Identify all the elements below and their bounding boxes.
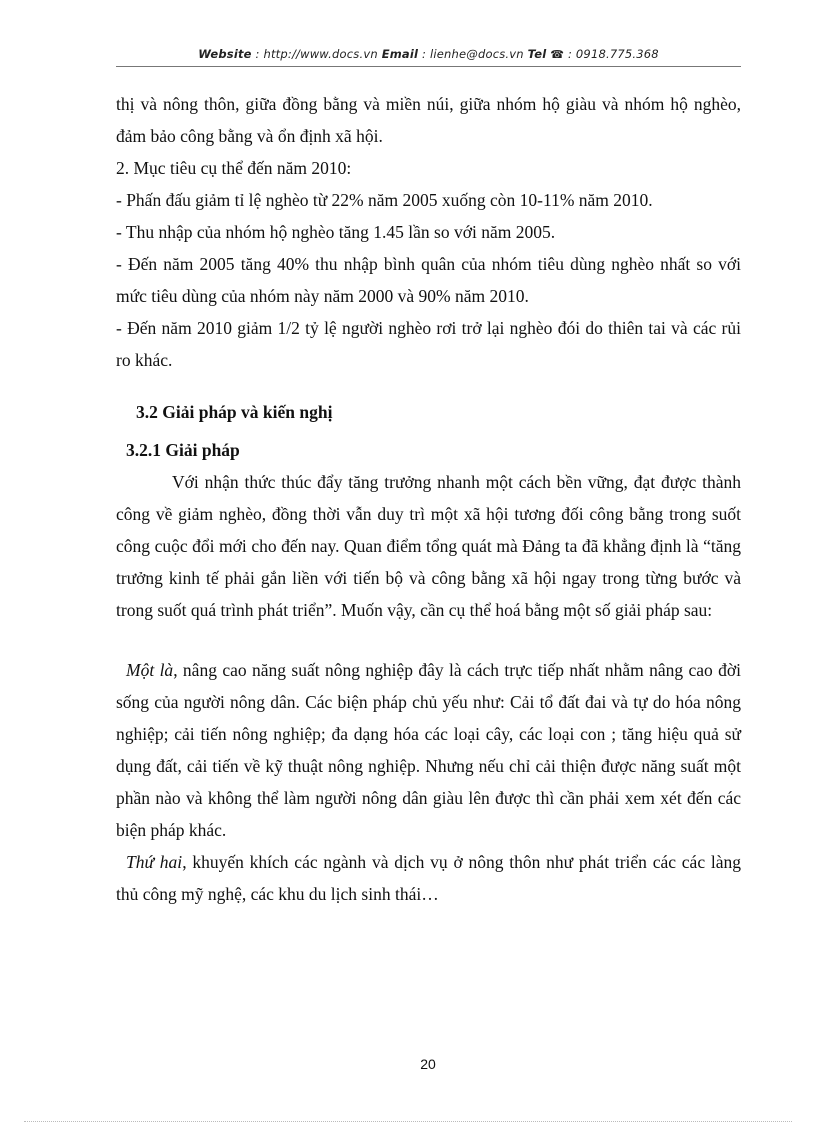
header-divider bbox=[116, 66, 741, 67]
paragraph: thị và nông thôn, giữa đồng bằng và miền núi, giữa nhóm hộ giàu và nhóm hộ nghèo, đảm bảo công bằng và ổn định xã hội. bbox=[116, 94, 741, 146]
paragraph bbox=[116, 654, 741, 846]
website-value: : http://www.docs.vn bbox=[251, 47, 382, 61]
document-body bbox=[116, 88, 741, 910]
list-item: - Đến năm 2005 tăng 40% thu nhập bình quân của nhóm tiêu dùng nghèo nhất so với mức tiêu dùng của nhóm này năm 2000 và 90% năm 2010. bbox=[116, 254, 741, 306]
list-item: - Thu nhập của nhóm hộ nghèo tăng 1.45 lần so với năm 2005. bbox=[116, 222, 556, 242]
email-value: : lienhe@docs.vn bbox=[418, 47, 528, 61]
bottom-divider bbox=[24, 1121, 792, 1122]
paragraph: 2. Mục tiêu cụ thể đến năm 2010: bbox=[116, 158, 352, 178]
paragraph-text: , nâng cao năng suất nông nghiệp đây là cách trực tiếp nhất nhằm nâng cao đời sống của người nông dân. Các biện pháp chủ yếu như: Cải tổ đất đai và tự do hóa nông nghiệp; cải tiến nông nghiệp; đa dạng hóa các loại cây, các loại con ; tăng hiệu quả sử dụng đất, cải tiến về kỹ thuật nông nghiệp. Nhưng nếu chỉ cải thiện được năng suất một phần nào và không thể làm người nông dân giàu lên được thì cần phải xem xét đến các biện pháp khác. bbox=[116, 660, 741, 840]
page-number: 20 bbox=[420, 1056, 436, 1072]
paragraph-text: , khuyến khích các ngành và dịch vụ ở nông thôn như phát triển các các làng thủ công mỹ nghệ, các khu du lịch sinh thái… bbox=[116, 852, 742, 904]
page-header bbox=[116, 47, 741, 61]
email-label: Email bbox=[381, 47, 419, 61]
list-item: - Phấn đấu giảm tỉ lệ nghèo từ 22% năm 2005 xuống còn 10-11% năm 2010. bbox=[116, 190, 653, 210]
italic-lead: Thứ hai bbox=[126, 852, 183, 872]
phone-icon: ☎ bbox=[550, 48, 565, 61]
tel-label: Tel bbox=[527, 47, 547, 61]
tel-value: : 0918.775.368 bbox=[564, 47, 659, 61]
section-heading: 3.2 Giải pháp và kiến nghị bbox=[136, 402, 333, 422]
list-item: - Đến năm 2010 giảm 1/2 tỷ lệ người nghèo rơi trở lại nghèo đói do thiên tai và các rủi ro khác. bbox=[116, 318, 741, 370]
italic-lead: Một là bbox=[126, 660, 174, 680]
paragraph bbox=[116, 846, 741, 910]
paragraph: Với nhận thức thúc đẩy tăng trưởng nhanh một cách bền vững, đạt được thành công về giảm nghèo, đồng thời vẫn duy trì một xã hội tương đối công bằng trong suốt công cuộc đổi mới cho đến nay. Quan điểm tổng quát mà Đảng ta đã khẳng định là “tăng trưởng kinh tế phải gắn liền với tiến bộ và công bằng xã hội ngay trong từng bước và trong suốt quá trình phát triển”. Muốn vậy, cần cụ thể hoá bằng một số giải pháp sau: bbox=[116, 472, 741, 620]
subsection-heading: 3.2.1 Giải pháp bbox=[126, 440, 240, 460]
website-label: Website bbox=[198, 47, 252, 61]
